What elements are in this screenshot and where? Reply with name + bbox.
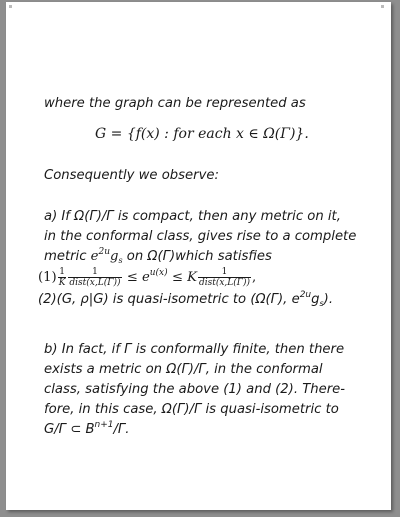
paper-page xyxy=(6,2,391,510)
item-b-line-5 xyxy=(44,420,130,437)
metric-expression: $e^{2u}g_s$ xyxy=(90,247,123,265)
condition-2: (2)(G, ρ|G) is quasi-isometric to (Ω(Γ), $e^{2u}g_s$). xyxy=(38,290,334,308)
item-a-line-3 xyxy=(44,247,272,265)
crop-mark xyxy=(381,5,384,8)
fraction-dist-right xyxy=(198,267,251,288)
intro-text: where the graph can be represented as xyxy=(44,96,306,111)
b-line-5-sup: n+1 xyxy=(94,420,114,430)
fraction-denominator: dist(x,L(Γ)) xyxy=(69,278,121,288)
fraction-dist-left xyxy=(68,267,121,288)
b-line-5-text: G/Γ ⊂ B xyxy=(44,422,95,437)
graph-equation: G = {f(x) : for each x ∈ Ω(Γ)}. xyxy=(95,126,309,142)
observe-text: Consequently we observe: xyxy=(44,168,219,183)
fraction-numerator: 1 xyxy=(68,267,121,278)
fraction-1-over-K xyxy=(58,267,67,288)
condition-1-label: (1) xyxy=(38,270,57,285)
fraction-denominator: dist(x,L(Γ)) xyxy=(198,278,251,288)
item-b-line-3: class, satisfying the above (1) and (2). There- xyxy=(44,382,346,397)
item-b-line-4: fore, in this case, Ω(Γ)/Γ is quasi-isometric to xyxy=(44,402,339,417)
metric-word: metric xyxy=(44,249,87,264)
item-b-line-1: b) In fact, if Γ is conformally finite, then there xyxy=(44,342,345,357)
fraction-numerator: 1 xyxy=(59,267,65,277)
item-a-line-2: in the conformal class, gives rise to a complete xyxy=(44,229,357,244)
condition-2-tail: g xyxy=(311,292,320,307)
inequality-middle: ≤ $e^{u(x)} \le K$ xyxy=(126,268,197,285)
crop-mark xyxy=(9,5,12,8)
condition-2-text: (2)(G, ρ|G) is quasi-isometric to (Ω(Γ), e xyxy=(38,292,300,307)
fraction-denominator: K xyxy=(58,278,66,288)
fraction-numerator: 1 xyxy=(198,267,251,278)
item-b-line-2: exists a metric on Ω(Γ)/Γ, in the conformal xyxy=(44,362,323,377)
item-a-line-1: a) If Ω(Γ)/Γ is compact, then any metric on it, xyxy=(44,209,341,224)
b-line-5-tail: /Γ. xyxy=(113,422,130,437)
condition-1: (1) $\frac{1}{K}$ $\frac{1}{\text{dist(x,L(Γ))}}$ ≤ $e^{u(x)} \le K$ $\frac{1}{\text{dist(x,L(Γ))}}$ , xyxy=(38,267,257,288)
metric-tail: on Ω(Γ)which satisfies xyxy=(126,249,272,264)
